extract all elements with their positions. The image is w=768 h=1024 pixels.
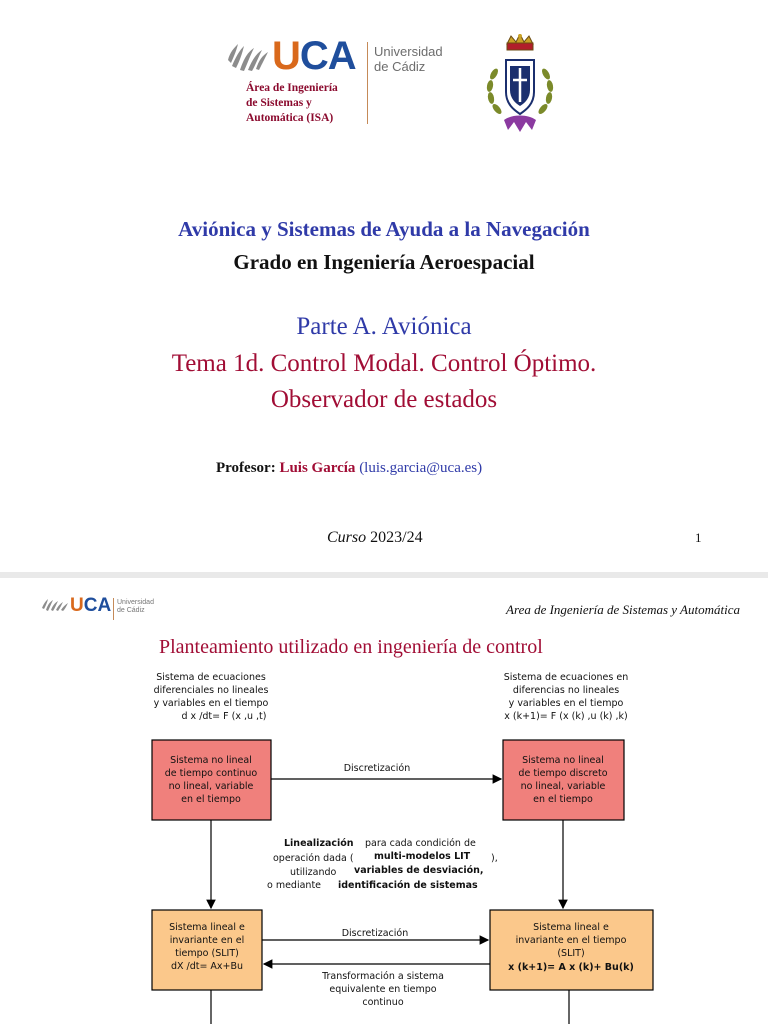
course-year: 2023/24 [370,529,423,546]
university-name-small: Universidad de Cádiz [117,599,154,614]
caption-tl-3: y variables en el tiempo [153,698,269,709]
box-nlc-2: de tiempo continuo [164,768,258,779]
box-lc-2: invariante en el [169,935,245,946]
transform-3: continuo [362,997,404,1008]
caption-tl-1: Sistema de ecuaciones [156,672,266,683]
caption-tr-3: y variables en el tiempo [508,698,624,709]
part-title: Parte A. Aviónica [296,313,472,340]
lin-1b: para cada condición de [365,838,476,849]
caption-tl-4: d x /dt= F (x ,u ,t) [181,711,267,722]
course-year-line [327,529,423,547]
logo-divider [367,42,368,124]
professor-email: (luis.garcia@uca.es) [359,460,483,476]
lin-4a: o mediante [267,880,322,891]
uca-letters-ca: CA [299,34,356,78]
box-ld-4: x (k+1)= A x (k)+ Bu(k) [508,962,634,973]
lin-3b: variables de desviación, [354,865,484,876]
box-lc-3: tiempo (SLIT) [175,948,239,959]
course-label: Curso [327,529,367,546]
uca-letter-u: U [272,34,300,78]
lin-1a: Linealización [284,838,354,849]
box-nld-2: de tiempo discreto [518,768,608,779]
slide-title: Planteamiento utilizado en ingeniería de control [159,636,543,658]
page-number: 1 [695,530,702,545]
slide-header: Area de Ingeniería de Sistemas y Automática [506,602,740,617]
box-lc-4: dX /dt= Ax+Bu [170,961,244,972]
professor-name: Luis García [279,460,356,476]
uca-brand [272,34,356,79]
box-ld-3: (SLIT) [557,948,585,959]
topic-title-line2: Observador de estados [270,386,498,413]
box-nlc-4: en el tiempo [181,794,241,805]
box-nld-1: Sistema no lineal [522,755,604,766]
lin-2b: multi-modelos LIT [374,851,471,862]
box-nonlinear-discrete [503,740,624,820]
lin-3a: utilizando [290,867,337,878]
university-name: Universidad de Cádiz [374,44,443,74]
label-discretization-top: Discretización [343,763,411,774]
lin-2a: operación dada ( [273,853,354,864]
caption-continuous-nonlinear [154,672,269,722]
transform-1: Transformación a sistema [322,971,444,982]
lin-4b: identificación de sistemas [338,880,478,891]
box-nonlinear-continuous [152,740,271,820]
caption-tr-1: Sistema de ecuaciones en [503,672,629,683]
box-nlc-1: Sistema no lineal [170,755,252,766]
box-ld-1: Sistema lineal e [533,922,609,933]
area-name: Área de Ingeniería de Sistemas y Automática (ISA) [246,82,338,124]
caption-tl-2: diferenciales no lineales [153,685,269,696]
content-slide [0,578,768,1024]
box-lc-1: Sistema lineal e [169,922,245,933]
transform-2: equivalente en tiempo [329,984,437,995]
course-title: Aviónica y Sistemas de Ayuda a la Navegación [178,217,590,241]
control-diagram [0,578,768,1024]
topic-title-line1: Tema 1d. Control Modal. Control Óptimo. [171,350,597,377]
linearization-note [267,838,498,891]
box-nld-3: no lineal, variable [520,781,606,792]
crest-icon [480,34,560,138]
degree-title: Grado en Ingeniería Aeroespacial [233,250,535,274]
professor-line [216,460,482,477]
lin-2c: ), [491,853,498,864]
uca-letter-u-small: U [70,595,84,616]
professor-label: Profesor: [216,460,276,476]
caption-tr-4: x (k+1)= F (x (k) ,u (k) ,k) [504,711,628,722]
box-nlc-3: no lineal, variable [168,781,254,792]
box-ld-2: invariante en el tiempo [515,935,627,946]
uca-letters-ca-small: CA [83,595,112,616]
caption-tr-2: diferencias no lineales [512,685,620,696]
label-discretization-bottom: Discretización [341,928,409,939]
box-nld-4: en el tiempo [533,794,593,805]
caption-discrete-nonlinear [504,672,628,722]
